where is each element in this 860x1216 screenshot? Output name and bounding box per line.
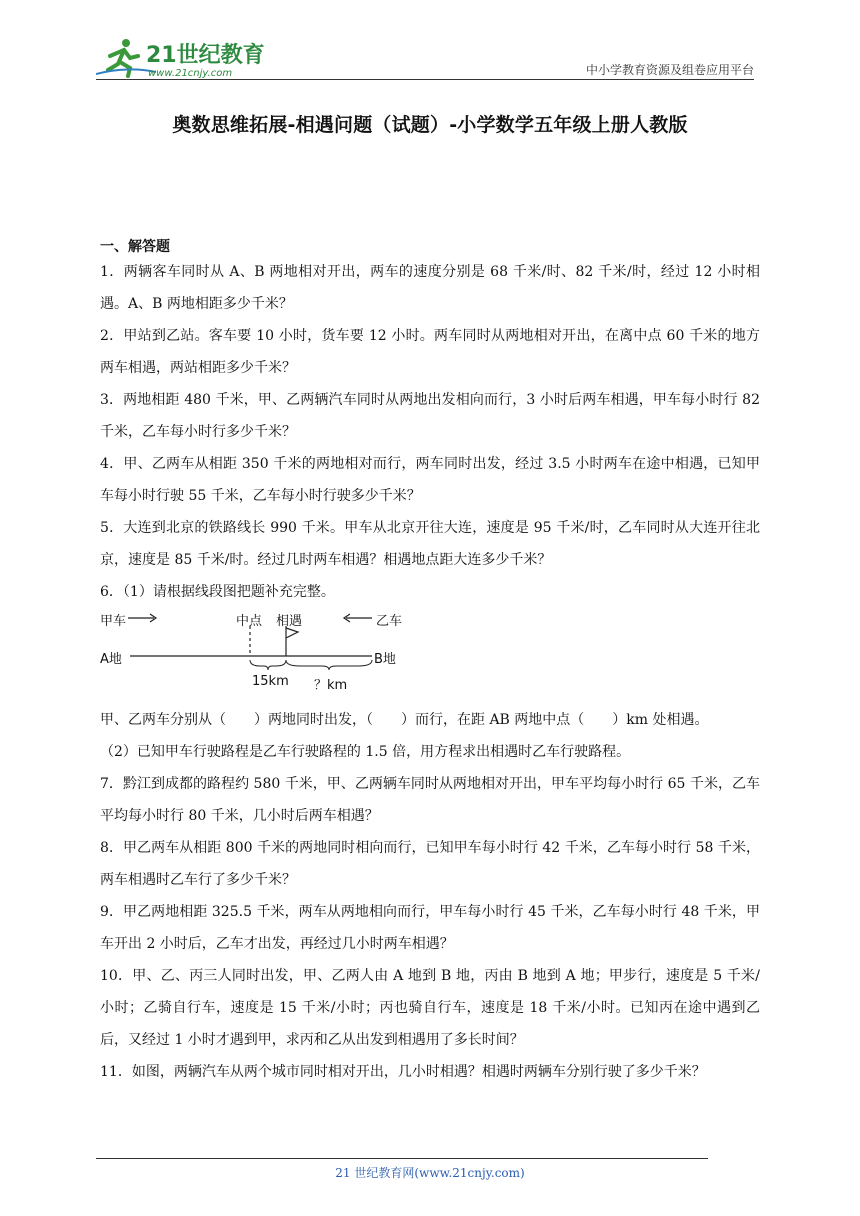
- brace-15km: [250, 660, 286, 670]
- label-meet: 相遇: [276, 614, 303, 629]
- question-8: 8．甲乙两车从相距 800 千米的两地同时相向而行，已知甲车每小时行 42 千米，乙车每小时行 58 千米，两车相遇时乙车行了多少千米？: [100, 840, 760, 888]
- question-7: 7．黔江到成都的路程约 580 千米，甲、乙两辆车同时从两地相对开出，甲车平均每小时行 65 千米，乙车平均每小时行 80 千米，几小时后两车相遇？: [100, 776, 760, 824]
- question-9: 9．甲乙两地相距 325.5 千米，两车从两地相向而行，甲车每小时行 45 千米，乙车每小时行 48 千米，甲车开出 2 小时后，乙车才出发，再经过几小时两车相遇？: [100, 904, 760, 952]
- question-3: 3．两地相距 480 千米，甲、乙两辆汽车同时从两地出发相向而行，3 小时后两车相遇，甲车每小时行 82 千米，乙车每小时行多少千米？: [100, 392, 760, 440]
- question-list: [100, 256, 760, 1088]
- header-divider: [96, 79, 754, 80]
- question-6-fill: 甲、乙两车分别从（ ）两地同时出发，（ ）而行，在距 AB 两地中点（ ）km 处相遇。: [100, 712, 709, 728]
- svg-text:21世纪教育: 21世纪教育: [146, 43, 265, 68]
- label-b: B地: [374, 652, 396, 667]
- footer-text: 21 世纪教育网(www.21cnjy.com): [335, 1166, 525, 1180]
- label-yi: 乙车: [376, 614, 403, 629]
- site-logo: [96, 36, 266, 80]
- question-2: 2．甲站到乙站。客车要 10 小时，货车要 12 小时。两车同时从两地相对开出，在离中点 60 千米的地方两车相遇，两站相距多少千米？: [100, 328, 760, 376]
- label-jia: 甲车: [100, 614, 127, 629]
- question-4: 4．甲、乙两车从相距 350 千米的两地相对而行，两车同时出发，经过 3.5 小时两车在途中相遇，已知甲车每小时行驶 55 千米，乙车每小时行驶多少千米？: [100, 456, 760, 504]
- meet-flag: [286, 628, 298, 638]
- question-11: 11．如图，两辆汽车从两个城市同时相对开出，几小时相遇？相遇时两辆车分别行驶了多少千米？: [100, 1064, 706, 1080]
- svg-text:www.21cnjy.com: www.21cnjy.com: [148, 68, 233, 79]
- page-title: 奥数思维拓展-相遇问题（试题）-小学数学五年级上册人教版: [172, 114, 688, 136]
- question-6: 6．（1）请根据线段图把题补充完整。: [100, 584, 335, 600]
- header-platform-text: 中小学教育资源及组卷应用平台: [585, 63, 754, 77]
- footer-divider: [96, 1158, 708, 1159]
- section-heading: 一、解答题: [100, 239, 170, 255]
- question-1: 1．两辆客车同时从 A、B 两地相对开出，两车的速度分别是 68 千米/时、82 千米/时，经过 12 小时相遇。A、B 两地相距多少千米？: [100, 264, 760, 312]
- brace-unknown: [286, 660, 372, 670]
- label-a: A地: [100, 652, 122, 667]
- label-midpoint: 中点: [236, 614, 263, 629]
- question-6-part2: （2）已知甲车行驶路程是乙车行驶路程的 1.5 倍，用方程求出相遇时乙车行驶路程。: [100, 744, 631, 760]
- label-15km: 15km: [252, 674, 289, 689]
- question-10: 10．甲、乙、丙三人同时出发，甲、乙两人由 A 地到 B 地，丙由 B 地到 A 地；甲步行，速度是 5 千米/小时；乙骑自行车，速度是 15 千米/小时；丙也骑自行车，速度是 18 千米/小时。已知丙在途中遇到乙后，又经过 1 小时才遇到甲，求丙和乙从出发到相遇用了多长时间？: [100, 968, 760, 1048]
- question-5: 5．大连到北京的铁路线长 990 千米。甲车从北京开往大连，速度是 95 千米/时，乙车同时从大连开往北京，速度是 85 千米/时。经过几时两车相遇？相遇地点距大连多少千米？: [100, 520, 760, 568]
- line-segment-diagram: [100, 608, 420, 704]
- label-unknown-km: ？km: [314, 678, 348, 693]
